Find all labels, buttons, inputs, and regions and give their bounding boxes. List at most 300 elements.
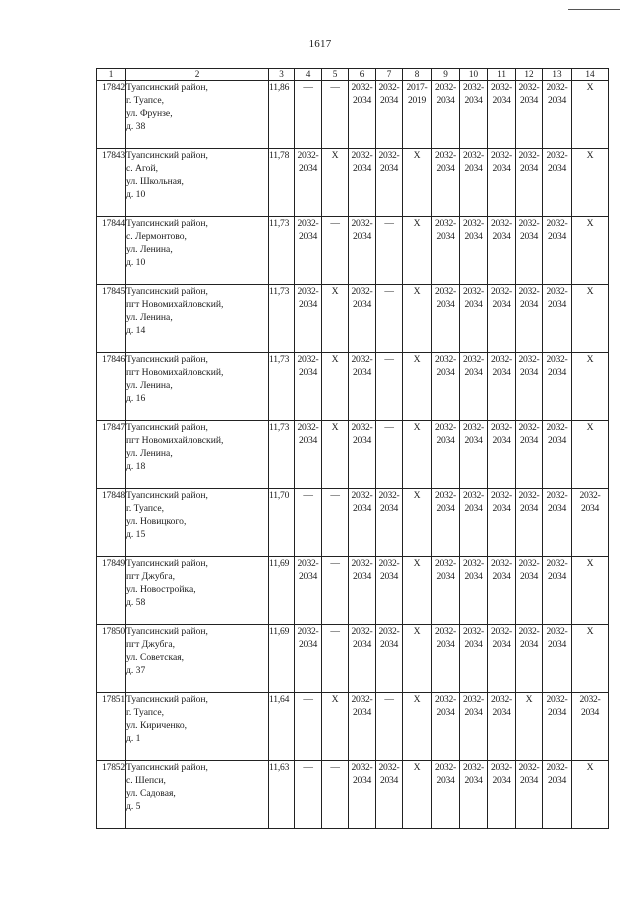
value-cell: 11,64 <box>269 693 295 761</box>
address-line: д. 1 <box>126 733 141 744</box>
address-line: д. 38 <box>126 121 146 132</box>
period-cell <box>403 625 432 693</box>
period-text: 2032- <box>351 218 373 229</box>
period-text: 2032- <box>546 422 568 433</box>
period-text: — <box>384 354 394 365</box>
period-text: Х <box>586 762 594 773</box>
period-cell <box>403 693 432 761</box>
table-row <box>97 217 609 285</box>
period-text: — <box>384 422 394 433</box>
period-text: 2034 <box>353 367 371 378</box>
period-text: 2032- <box>491 626 512 637</box>
period-cell <box>295 285 322 353</box>
period-text: 2034 <box>353 95 371 106</box>
period-cell <box>460 217 488 285</box>
period-text: 2032- <box>378 150 400 161</box>
period-text: 2032- <box>518 490 540 501</box>
value-cell: 11,78 <box>269 149 295 217</box>
period-cell <box>295 557 322 625</box>
period-text: 2034 <box>464 571 483 582</box>
period-text: 2034 <box>492 571 511 582</box>
period-cell <box>295 353 322 421</box>
period-cell <box>516 149 543 217</box>
period-text: 2034 <box>464 435 483 446</box>
column-number-cell: 12 <box>516 69 543 81</box>
period-text: Х <box>413 762 421 773</box>
address-cell <box>126 81 269 149</box>
period-cell <box>349 81 376 149</box>
address-line: г. Туапсе, <box>126 707 164 718</box>
period-text: — <box>330 558 340 569</box>
period-cell <box>516 693 543 761</box>
period-text: Х <box>586 150 594 161</box>
period-text: 2032- <box>546 354 568 365</box>
period-cell <box>349 625 376 693</box>
period-text: 2034 <box>299 435 317 446</box>
period-cell <box>460 149 488 217</box>
period-text: 2034 <box>299 163 317 174</box>
period-text: 2032- <box>463 354 484 365</box>
period-text: 2034 <box>436 163 455 174</box>
table-row <box>97 489 609 557</box>
period-cell <box>432 489 460 557</box>
table-row <box>97 81 609 149</box>
period-cell <box>349 421 376 489</box>
period-text: 2034 <box>492 639 511 650</box>
period-text: 2032- <box>435 82 456 93</box>
period-text: 2034 <box>299 639 317 650</box>
period-text: 2032- <box>351 626 373 637</box>
period-text: 2032- <box>435 150 456 161</box>
column-number-cell: 6 <box>349 69 376 81</box>
period-cell <box>376 81 403 149</box>
period-text: 2034 <box>353 435 371 446</box>
period-text: 2034 <box>436 299 455 310</box>
period-cell <box>376 353 403 421</box>
period-cell <box>572 217 609 285</box>
period-cell <box>432 693 460 761</box>
column-number-cell: 14 <box>572 69 609 81</box>
period-text: 2032- <box>518 626 540 637</box>
period-cell <box>543 217 572 285</box>
period-cell <box>488 421 516 489</box>
value-cell: 11,69 <box>269 625 295 693</box>
period-cell <box>376 625 403 693</box>
period-text: — <box>303 490 313 501</box>
period-cell <box>295 761 322 829</box>
address-line: Туапсинский район, <box>126 558 208 569</box>
period-cell <box>349 149 376 217</box>
period-text: — <box>330 626 340 637</box>
period-text: 2032- <box>351 558 373 569</box>
period-text: 2034 <box>436 639 455 650</box>
period-cell <box>376 421 403 489</box>
value-cell: 11,86 <box>269 81 295 149</box>
period-text: Х <box>331 286 339 297</box>
period-text: Х <box>586 626 594 637</box>
period-text: 2032- <box>546 490 568 501</box>
period-cell <box>349 557 376 625</box>
address-line: Туапсинский район, <box>126 626 208 637</box>
period-text: 2032- <box>463 422 484 433</box>
period-text: 2017- <box>406 82 428 93</box>
period-cell <box>516 81 543 149</box>
address-line: ул. Новостройка, <box>126 584 196 595</box>
period-cell <box>295 693 322 761</box>
period-text: 2034 <box>380 503 398 514</box>
period-text: 2034 <box>353 775 371 786</box>
period-text: 2034 <box>548 95 566 106</box>
period-text: 2032- <box>491 558 512 569</box>
address-line: ул. Новицкого, <box>126 516 187 527</box>
period-text: 2034 <box>520 367 538 378</box>
period-text: 2032- <box>297 422 319 433</box>
address-line: пгт Новомихайловский, <box>126 367 224 378</box>
period-text: 2032- <box>518 558 540 569</box>
address-line: Туапсинский район, <box>126 354 208 365</box>
period-text: 2034 <box>492 775 511 786</box>
record-number: 17850 <box>97 625 126 693</box>
period-text: Х <box>586 422 594 433</box>
period-text: 2032- <box>491 150 512 161</box>
period-text: 2034 <box>353 639 371 650</box>
period-text: 2034 <box>436 503 455 514</box>
address-line: ул. Ленина, <box>126 244 173 255</box>
period-text: 2032- <box>463 150 484 161</box>
period-text: 2034 <box>548 775 566 786</box>
address-line: Туапсинский район, <box>126 490 208 501</box>
period-cell <box>322 217 349 285</box>
address-cell <box>126 353 269 421</box>
address-line: г. Туапсе, <box>126 95 164 106</box>
address-line: Туапсинский район, <box>126 286 208 297</box>
period-text: 2032- <box>378 490 400 501</box>
period-cell <box>543 285 572 353</box>
period-text: 2032- <box>378 762 400 773</box>
period-text: 2032- <box>435 422 456 433</box>
column-number-cell: 3 <box>269 69 295 81</box>
period-cell <box>572 761 609 829</box>
period-cell <box>432 149 460 217</box>
period-cell <box>516 421 543 489</box>
period-text: 2034 <box>548 571 566 582</box>
period-text: 2032- <box>518 218 540 229</box>
period-text: 2032- <box>378 558 400 569</box>
address-line: ул. Ленина, <box>126 448 173 459</box>
period-text: Х <box>413 218 421 229</box>
address-line: ул. Ленина, <box>126 312 173 323</box>
period-cell <box>543 761 572 829</box>
address-line: ул. Советская, <box>126 652 185 663</box>
period-text: 2034 <box>464 231 483 242</box>
address-line: д. 37 <box>126 665 146 676</box>
period-cell <box>488 489 516 557</box>
period-cell <box>403 761 432 829</box>
address-line: ул. Садовая, <box>126 788 176 799</box>
period-cell <box>543 625 572 693</box>
period-text: 2032- <box>491 286 512 297</box>
period-text: Х <box>331 422 339 433</box>
period-text: Х <box>586 218 594 229</box>
period-cell <box>376 693 403 761</box>
column-number-cell: 11 <box>488 69 516 81</box>
period-text: 2034 <box>492 435 511 446</box>
period-text: — <box>330 490 340 501</box>
period-text: 2032- <box>463 762 484 773</box>
period-text: 2034 <box>548 707 566 718</box>
period-cell <box>322 421 349 489</box>
period-text: 2032- <box>297 558 319 569</box>
period-text: 2032- <box>546 150 568 161</box>
period-cell <box>460 489 488 557</box>
address-line: пгт Новомихайловский, <box>126 435 224 446</box>
period-text: 2032- <box>546 218 568 229</box>
period-cell <box>349 217 376 285</box>
address-cell <box>126 693 269 761</box>
period-text: 2032- <box>463 218 484 229</box>
period-cell <box>376 557 403 625</box>
period-text: 2032- <box>435 762 456 773</box>
address-line: Туапсинский район, <box>126 150 208 161</box>
period-text: 2032- <box>297 626 319 637</box>
period-text: 2032- <box>378 82 400 93</box>
address-cell <box>126 149 269 217</box>
record-number: 17852 <box>97 761 126 829</box>
period-text: 2034 <box>380 639 398 650</box>
period-cell <box>543 81 572 149</box>
period-text: 2032- <box>297 354 319 365</box>
period-text: 2034 <box>520 503 538 514</box>
address-line: Туапсинский район, <box>126 762 208 773</box>
period-text: 2032- <box>435 626 456 637</box>
period-text: — <box>384 218 394 229</box>
period-text: 2034 <box>548 367 566 378</box>
period-text: 2034 <box>492 503 511 514</box>
period-cell <box>403 353 432 421</box>
period-cell <box>349 285 376 353</box>
period-text: 2032- <box>297 218 319 229</box>
period-text: 2032- <box>491 762 512 773</box>
period-text: 2034 <box>464 775 483 786</box>
period-text: 2032- <box>518 286 540 297</box>
period-text: 2034 <box>353 163 371 174</box>
period-text: 2034 <box>353 503 371 514</box>
period-text: 2032- <box>491 490 512 501</box>
period-text: 2034 <box>492 299 511 310</box>
period-text: 2034 <box>548 503 566 514</box>
period-cell <box>572 693 609 761</box>
period-cell <box>322 693 349 761</box>
period-text: 2032- <box>491 694 512 705</box>
period-text: 2032- <box>351 490 373 501</box>
address-cell <box>126 285 269 353</box>
period-cell <box>572 353 609 421</box>
period-text: Х <box>331 354 339 365</box>
period-cell <box>403 489 432 557</box>
period-text: 2032- <box>463 490 484 501</box>
address-cell <box>126 421 269 489</box>
period-cell <box>488 217 516 285</box>
period-cell <box>349 761 376 829</box>
period-text: 2032- <box>435 558 456 569</box>
address-line: д. 58 <box>126 597 146 608</box>
period-cell <box>376 149 403 217</box>
period-text: 2034 <box>581 503 599 514</box>
address-line: Туапсинский район, <box>126 422 208 433</box>
period-text: Х <box>413 558 421 569</box>
column-number-cell: 8 <box>403 69 432 81</box>
address-cell <box>126 217 269 285</box>
address-line: г. Туапсе, <box>126 503 164 514</box>
record-number: 17842 <box>97 81 126 149</box>
period-text: 2032- <box>435 286 456 297</box>
period-text: 2034 <box>436 707 455 718</box>
table-row <box>97 693 609 761</box>
period-text: 2032- <box>351 354 373 365</box>
period-text: Х <box>413 626 421 637</box>
period-cell <box>516 489 543 557</box>
value-cell: 11,73 <box>269 421 295 489</box>
value-cell: 11,70 <box>269 489 295 557</box>
period-cell <box>295 217 322 285</box>
value-cell: 11,63 <box>269 761 295 829</box>
period-cell <box>403 81 432 149</box>
period-text: 2034 <box>464 707 483 718</box>
period-cell <box>322 557 349 625</box>
address-line: д. 16 <box>126 393 146 404</box>
period-text: Х <box>586 354 594 365</box>
period-text: 2034 <box>464 299 483 310</box>
period-cell <box>572 149 609 217</box>
period-cell <box>295 421 322 489</box>
period-cell <box>432 625 460 693</box>
period-text: 2034 <box>436 775 455 786</box>
period-cell <box>572 285 609 353</box>
table-row <box>97 285 609 353</box>
address-line: ул. Кириченко, <box>126 720 188 731</box>
table-row <box>97 149 609 217</box>
period-text: 2034 <box>548 163 566 174</box>
period-text: 2034 <box>380 775 398 786</box>
period-text: 2032- <box>579 694 601 705</box>
period-cell <box>516 285 543 353</box>
period-text: 2034 <box>299 367 317 378</box>
period-text: 2034 <box>464 95 483 106</box>
period-cell <box>403 149 432 217</box>
period-text: Х <box>413 150 421 161</box>
address-line: Туапсинский район, <box>126 694 208 705</box>
record-number: 17846 <box>97 353 126 421</box>
period-text: 2034 <box>353 299 371 310</box>
period-text: 2034 <box>380 95 398 106</box>
period-cell <box>295 625 322 693</box>
period-text: Х <box>413 422 421 433</box>
period-text: 2034 <box>299 571 317 582</box>
column-number-cell: 13 <box>543 69 572 81</box>
period-text: 2034 <box>492 707 511 718</box>
period-text: 2032- <box>463 694 484 705</box>
period-text: — <box>330 762 340 773</box>
value-cell: 11,73 <box>269 217 295 285</box>
period-text: 2032- <box>351 150 373 161</box>
value-cell: 11,73 <box>269 353 295 421</box>
housing-register-table <box>96 68 609 829</box>
period-text: 2034 <box>299 231 317 242</box>
period-text: 2034 <box>464 639 483 650</box>
address-line: Туапсинский район, <box>126 82 208 93</box>
address-line: пгт Джубга, <box>126 571 175 582</box>
period-cell <box>460 81 488 149</box>
period-text: 2034 <box>548 639 566 650</box>
period-text: 2034 <box>581 707 599 718</box>
table-row <box>97 557 609 625</box>
column-number-row <box>97 69 609 81</box>
period-text: 2032- <box>378 626 400 637</box>
period-text: Х <box>586 286 594 297</box>
period-text: Х <box>413 694 421 705</box>
period-cell <box>376 285 403 353</box>
period-text: 2034 <box>380 163 398 174</box>
address-line: д. 5 <box>126 801 141 812</box>
period-cell <box>516 557 543 625</box>
period-cell <box>403 217 432 285</box>
column-number-cell: 1 <box>97 69 126 81</box>
period-cell <box>403 421 432 489</box>
period-text: 2032- <box>491 422 512 433</box>
period-text: 2032- <box>435 490 456 501</box>
period-text: 2034 <box>492 231 511 242</box>
period-text: 2032- <box>435 694 456 705</box>
period-text: 2032- <box>463 82 484 93</box>
period-cell <box>543 557 572 625</box>
period-text: 2032- <box>435 218 456 229</box>
period-text: Х <box>586 82 594 93</box>
period-text: 2034 <box>520 299 538 310</box>
period-text: — <box>330 82 340 93</box>
period-cell <box>403 557 432 625</box>
period-cell <box>376 489 403 557</box>
period-text: 2034 <box>299 299 317 310</box>
period-cell <box>460 557 488 625</box>
period-text: 2032- <box>463 626 484 637</box>
period-text: 2034 <box>520 163 538 174</box>
column-number-cell: 9 <box>432 69 460 81</box>
period-cell <box>322 761 349 829</box>
period-cell <box>516 625 543 693</box>
period-text: 2034 <box>464 367 483 378</box>
period-cell <box>295 489 322 557</box>
address-cell <box>126 625 269 693</box>
period-text: 2034 <box>464 163 483 174</box>
period-text: 2034 <box>548 435 566 446</box>
period-cell <box>432 217 460 285</box>
period-text: 2034 <box>492 95 511 106</box>
period-cell <box>543 489 572 557</box>
address-line: с. Лермонтово, <box>126 231 187 242</box>
period-cell <box>349 489 376 557</box>
period-cell <box>543 421 572 489</box>
column-number-cell: 7 <box>376 69 403 81</box>
period-cell <box>488 149 516 217</box>
period-text: 2034 <box>520 435 538 446</box>
column-number-cell: 5 <box>322 69 349 81</box>
period-cell <box>349 353 376 421</box>
period-cell <box>432 421 460 489</box>
record-number: 17851 <box>97 693 126 761</box>
period-cell <box>349 693 376 761</box>
table-row <box>97 421 609 489</box>
period-text: 2032- <box>518 354 540 365</box>
